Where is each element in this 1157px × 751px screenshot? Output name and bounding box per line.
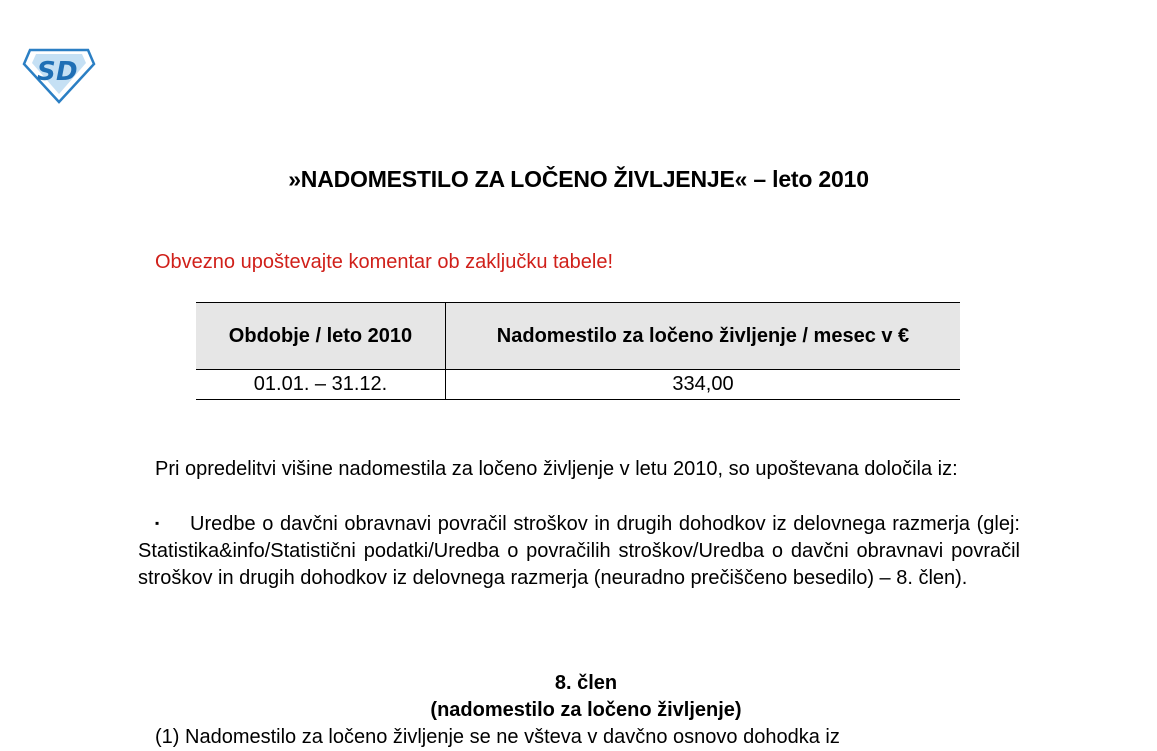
table-header-row [196, 303, 960, 370]
article-paragraph [138, 724, 1020, 751]
mandatory-comment-notice: Obvezno upoštevajte komentar ob zaključku tabele! [155, 251, 614, 273]
table-cell-period: 01.01. – 31.12. [196, 370, 446, 400]
company-logo-icon [22, 48, 96, 104]
regulation-bullet-text: Uredbe o davčni obravnavi povračil stroškov in drugih dohodkov iz delovnega razmerja (glej: Statistika&info/Statistični podatki/Uredba o povračilih stroškov/Uredba o davčni obravnavi povračil stroškov in drugih dohodkov iz delovnega razmerja (neuradno prečiščeno besedilo) – 8. člen). [138, 513, 1020, 589]
article-number: 8. člen [554, 672, 618, 694]
table-header-allowance: Nadomestilo za ločeno življenje / mesec v € [446, 303, 961, 370]
svg-text:D: D [56, 57, 78, 87]
intro-paragraph-text: Pri opredelitvi višine nadomestila za ločeno življenje v letu 2010, so upoštevana določila iz: [155, 458, 958, 480]
article-subtitle: (nadomestilo za ločeno življenje) [430, 699, 742, 721]
square-bullet-icon: ▪ [155, 516, 160, 530]
article-paragraph-text: (1) Nadomestilo za ločeno življenje se ne všteva v davčno osnovo dohodka iz [155, 726, 840, 748]
regulation-bullet [138, 510, 1020, 592]
table-row [196, 370, 960, 400]
table-header-period: Obdobje / leto 2010 [196, 303, 446, 370]
table-cell-amount: 334,00 [446, 370, 961, 400]
document-title: »NADOMESTILO ZA LOČENO ŽIVLJENJE« – leto 2010 [288, 166, 869, 192]
svg-text:S: S [37, 57, 56, 87]
allowance-table [196, 302, 960, 400]
intro-paragraph [138, 456, 1020, 483]
